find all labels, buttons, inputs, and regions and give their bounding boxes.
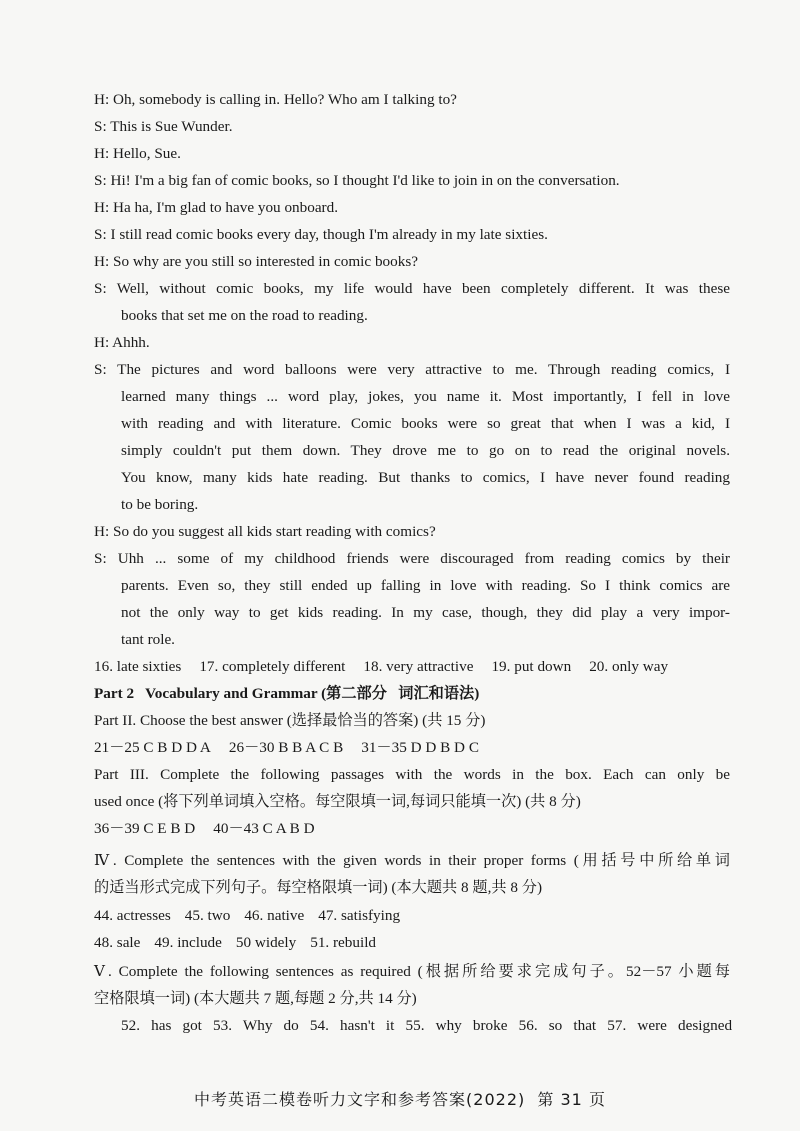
dialogue-text: simply couldn't put them down. They drove me to go on to read the original novels. [121,442,730,459]
answer-item: 45. two [184,907,231,924]
speaker-label: S [94,550,103,567]
dialogue-line: H: So why are you still so interested in comic books? [94,253,418,270]
answer-item: 18. very attractive [363,658,474,675]
speaker-label: H [94,334,105,351]
speaker-label: H [94,253,105,270]
dialogue-line: S: Uhh ... some of my childhood friends were discouraged from reading comics by their [94,550,730,567]
part2-section-title: Part II. Choose the best answer (选择最恰当的答案) (共 15 分) [94,712,486,729]
answer-item: 17. completely different [199,658,346,675]
answer-item: 54. hasn't it [309,1017,395,1034]
answer-group: 31－35 D D B D C [361,739,479,756]
dialogue-line: S: This is Sue Wunder. [94,118,233,135]
dialogue-line: H: Ha ha, I'm glad to have you onboard. [94,199,339,216]
dialogue-line: H: Ahhh. [94,334,150,351]
answer-item: 51. rebuild [310,934,377,951]
answers-48-51 [94,933,730,953]
answer-item: 52. has got [121,1017,202,1034]
answer-item: 53. Why do [213,1017,299,1034]
dialogue-line: S: Hi! I'm a big fan of comic books, so I thought I'd like to join in on the conversation. [94,172,620,189]
answer-item: 19. put down [491,658,572,675]
answer-item: 57. were designed [607,1017,733,1034]
dialogue-line-continued [121,468,730,488]
answers-21-35 [94,738,730,758]
answer-group: 26－30 B B A C B [228,739,344,756]
dialogue-text: tant role. [121,631,175,648]
dialogue-text: with reading and with literature. Comic books were so great that when I was a kid, I [121,415,730,432]
dialogue-text: This is Sue Wunder. [110,118,233,135]
answer-group: 21－25 C B D D A [94,739,211,756]
dialogue-line-continued [121,306,730,326]
dialogue-line: S: Well, without comic books, my life would have been completely different. It was these [94,280,730,297]
dialogue-line: H: Hello, Sue. [94,145,181,162]
answer-item: 47. satisfying [318,907,401,924]
dialogue-text: So do you suggest all kids start reading with comics? [113,523,436,540]
dialogue-text: Hello, Sue. [113,145,181,162]
part3-section-title: Part III. Complete the following passages with the words in the box. Each can only be [94,766,730,783]
answer-item: 46. native [244,907,305,924]
dialogue-line-continued [121,441,730,461]
dialogue-text: Hi! I'm a big fan of comic books, so I thought I'd like to join in on the conversation. [110,172,620,189]
dialogue-line-continued [121,414,730,434]
speaker-label: S [94,280,103,297]
dialogue-line-continued [121,630,730,650]
dialogue-line: H: Oh, somebody is calling in. Hello? Who am I talking to? [94,91,457,108]
speaker-label: H [94,523,105,540]
answer-item: 16. late sixties [94,658,182,675]
dialogue-line-continued [121,387,730,407]
answer-item: 50 widely [235,934,297,951]
answer-item: 20. only way [589,658,669,675]
part5-section-title-continued: 空格限填一词) (本大题共 7 题,每题 2 分,共 14 分) [94,990,417,1007]
speaker-label: H [94,199,105,216]
dialogue-line: S: The pictures and word balloons were very attractive to me. Through reading comics, I [94,361,730,378]
dialogue-text: Oh, somebody is calling in. Hello? Who am I talking to? [113,91,457,108]
dialogue-text: Well, without comic books, my life would have been completely different. It was these [116,280,730,297]
speaker-label: S [94,361,103,378]
answer-item: 56. so that [518,1017,597,1034]
answers-44-47 [94,906,730,926]
dialogue-text: Ha ha, I'm glad to have you onboard. [113,199,339,216]
dialogue-text: Ahhh. [112,334,150,351]
dialogue-line-continued [121,603,730,623]
dialogue-text: Uhh ... some of my childhood friends were discouraged from reading comics by their [117,550,730,567]
answers-52-57 [121,1016,732,1036]
part5-section-title: Ⅴ. Complete the following sentences as required (根据所给要求完成句子。52－57 小题每 [94,963,730,980]
dialogue-text: You know, many kids hate reading. But thanks to comics, I have never found reading [121,469,730,486]
page-footer: 中考英语二模卷听力文字和参考答案(2022) 第 31 页 [194,1090,606,1109]
answer-item: 44. actresses [94,907,171,924]
answer-group: 36－39 C E B D [94,820,196,837]
part3-section-title-continued: used once (将下列单词填入空格。每空限填一词,每词只能填一次) (共 8 分) [94,793,581,810]
speaker-label: S [94,118,103,135]
dialogue-text: parents. Even so, they still ended up falling in love with reading. So I think comics are [121,577,730,594]
answer-group: 40－43 C A B D [213,820,315,837]
part4-section-title-continued: 的适当形式完成下列句子。每空格限填一词) (本大题共 8 题,共 8 分) [94,879,543,896]
speaker-label: S [94,226,103,243]
dialogue-text: books that set me on the road to reading. [121,307,368,324]
answers-16-20 [94,657,730,677]
speaker-label: S [94,172,103,189]
answers-36-43 [94,819,730,839]
speaker-label: H [94,91,105,108]
dialogue-text: So why are you still so interested in comic books? [113,253,418,270]
dialogue-text: not the only way to get kids reading. In my case, though, they did play a very impor- [121,604,730,621]
dialogue-line: S: I still read comic books every day, though I'm already in my late sixties. [94,226,548,243]
dialogue-line-continued [121,495,730,515]
speaker-label: H [94,145,105,162]
dialogue-line-continued [121,576,730,596]
dialogue-text: The pictures and word balloons were very attractive to me. Through reading comics, I [117,361,730,378]
dialogue-text: learned many things ... word play, jokes, you name it. Most importantly, I fell in love [121,388,730,405]
dialogue-line: H: So do you suggest all kids start reading with comics? [94,523,436,540]
dialogue-text: I still read comic books every day, though I'm already in my late sixties. [110,226,548,243]
part4-section-title: Ⅳ. Complete the sentences with the given words in their proper forms (用括号中所给单词 [94,852,730,869]
answer-item: 49. include [154,934,222,951]
answer-item: 55. why broke [405,1017,508,1034]
dialogue-text: to be boring. [121,496,199,513]
answer-item: 48. sale [94,934,141,951]
part2-heading: Part 2 Vocabulary and Grammar (第二部分 词汇和语法) [94,685,480,702]
